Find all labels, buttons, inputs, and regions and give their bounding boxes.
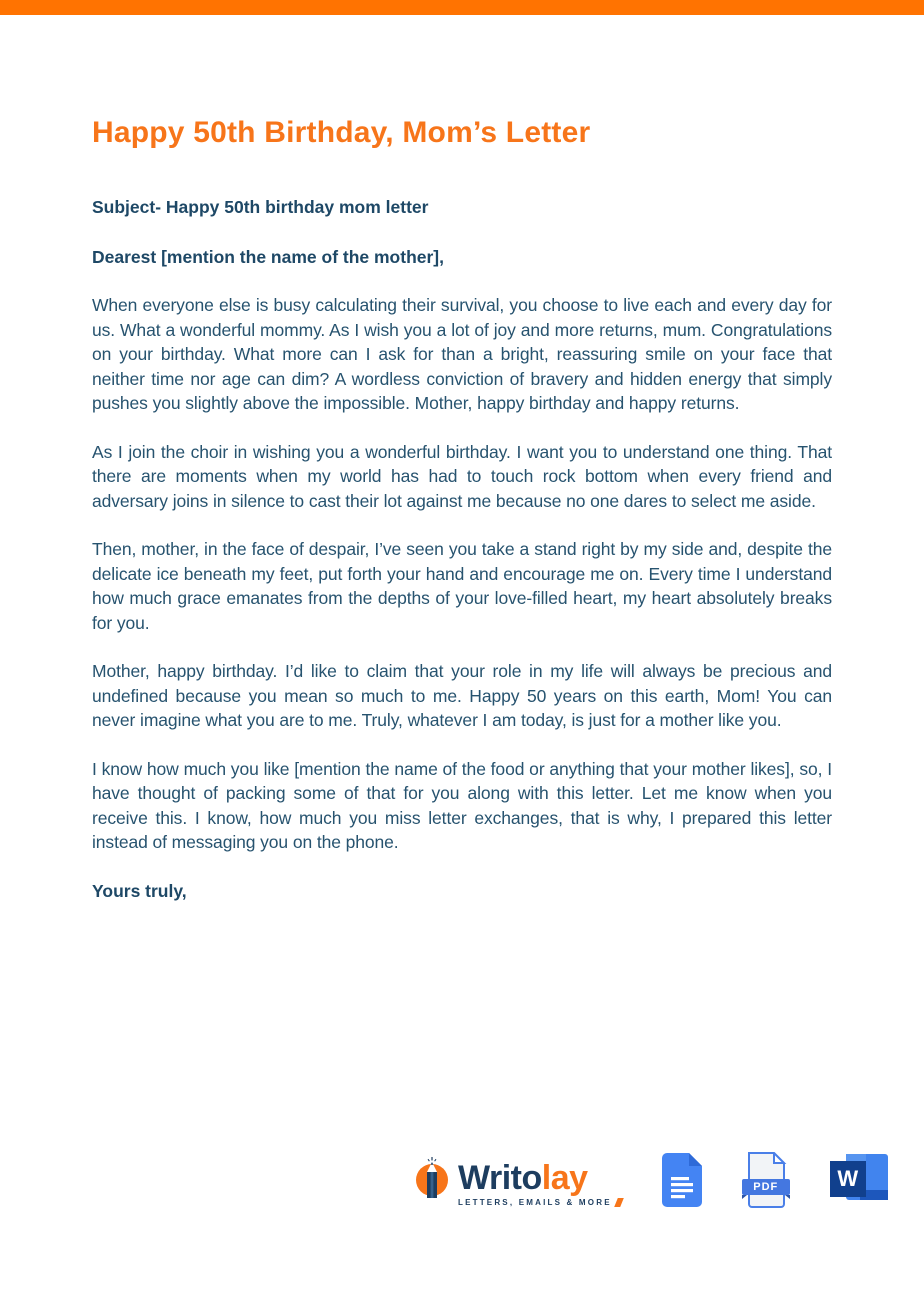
closing-line: Yours truly, (92, 880, 187, 901)
letter-paragraph-2: As I join the choir in wishing you a wonderful birthday. I want you to understand one thing. That there are moments when my world has had to touch rock bottom when every friend and adversary joins in silence to cast their lot against me because no one dares to select me aside. (92, 441, 832, 511)
footer-brand-bar (408, 1152, 888, 1213)
salutation: Dearest [mention the name of the mother], (92, 247, 444, 267)
pdf-file-icon[interactable] (742, 1152, 790, 1213)
writolay-logo[interactable] (408, 1154, 622, 1211)
brand-text (458, 1159, 622, 1207)
top-accent-bar (0, 0, 924, 15)
tagline-pencil-icon (614, 1198, 624, 1207)
letter-content (0, 15, 924, 903)
writolay-pencil-icon (408, 1154, 456, 1211)
brand-name (458, 1159, 622, 1197)
brand-tagline (458, 1198, 622, 1207)
pdf-icon-label: PDF (753, 1181, 779, 1193)
brand-tagline-text: LETTERS, EMAILS & MORE (458, 1197, 612, 1207)
brand-name-accent: lay (541, 1158, 588, 1197)
subject-line: Subject- Happy 50th birthday mom letter (92, 197, 429, 217)
letter-paragraph-1: When everyone else is busy calculating their survival, you choose to live each and every day for us. What a wonderful mommy. As I wish you a lot of joy and more returns, mum. Congratulations on your birthday. What more can I ask for than a bright, reassuring smile on your face that neither time nor age can dim? A wordless conviction of bravery and hidden energy that simply pushes you slightly above the impossible. Mother, happy birthday and happy returns. (92, 295, 832, 413)
page-title: Happy 50th Birthday, Mom’s Letter (92, 116, 591, 149)
letter-paragraph-4: Mother, happy birthday. I’d like to claim that your role in my life will always be precious and undefined because you mean so much to me. Happy 50 years on this earth, Mom! You can never imagine what you are to me. Truly, whatever I am today, is just for a mother like you. (92, 661, 832, 730)
ms-word-icon[interactable] (830, 1154, 888, 1211)
google-docs-icon[interactable] (662, 1153, 702, 1212)
letter-paragraph-3: Then, mother, in the face of despair, I’ve seen you take a stand right by my side and, despite the delicate ice beneath my feet, put forth your hand and encourage me on. Every time I understand how much grace emanates from the depths of your love-filled heart, my heart absolutely breaks for you. (92, 539, 832, 633)
letter-paragraph-5: I know how much you like [mention the name of the food or anything that your mother likes], so, I have thought of packing some of that for you along with this letter. Let me know when you receive this. I know, how much you miss letter exchanges, that is why, I prepared this letter instead of messaging you on the phone. (92, 758, 832, 852)
word-icon-label: W (837, 1166, 859, 1191)
brand-name-dark: Writo (458, 1158, 542, 1197)
